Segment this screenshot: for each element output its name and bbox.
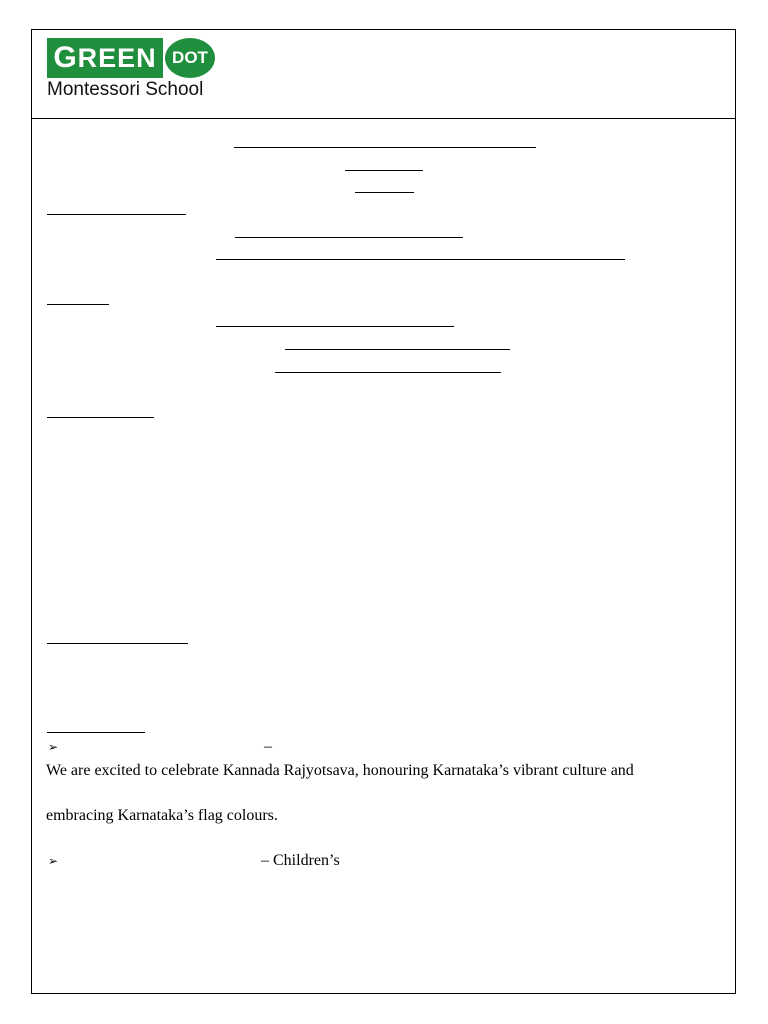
section-heading-underline-2 (47, 304, 109, 305)
field-underline-4 (285, 349, 510, 350)
section-heading-underline-5 (47, 732, 145, 733)
date-underline (355, 192, 414, 193)
title-underline (234, 147, 536, 148)
arrow-bullet-icon: ➢ (48, 854, 59, 868)
field-underline-5 (275, 372, 501, 373)
subtitle-underline (345, 170, 423, 171)
arrow-bullet-icon: ➢ (48, 740, 59, 754)
school-logo (47, 38, 217, 102)
header-divider (31, 118, 736, 119)
field-underline-1 (235, 237, 463, 238)
logo-subtitle: Montessori School (47, 79, 204, 100)
bullet-dash: – (264, 738, 272, 755)
bullet-trailing-text: – Children’s (261, 852, 340, 869)
paragraph-line: We are excited to celebrate Kannada Rajyotsava, honouring Karnataka’s vibrant culture and (46, 762, 634, 779)
field-underline-3 (216, 326, 454, 327)
logo-green-block: GREEN (47, 38, 163, 78)
page-border (31, 29, 736, 994)
section-heading-underline-3 (47, 417, 154, 418)
logo-dot-circle: DOT (165, 38, 215, 78)
section-heading-underline-4 (47, 643, 188, 644)
section-heading-underline-1 (47, 214, 186, 215)
paragraph-line: embracing Karnataka’s flag colours. (46, 807, 278, 824)
field-underline-2 (216, 259, 625, 260)
